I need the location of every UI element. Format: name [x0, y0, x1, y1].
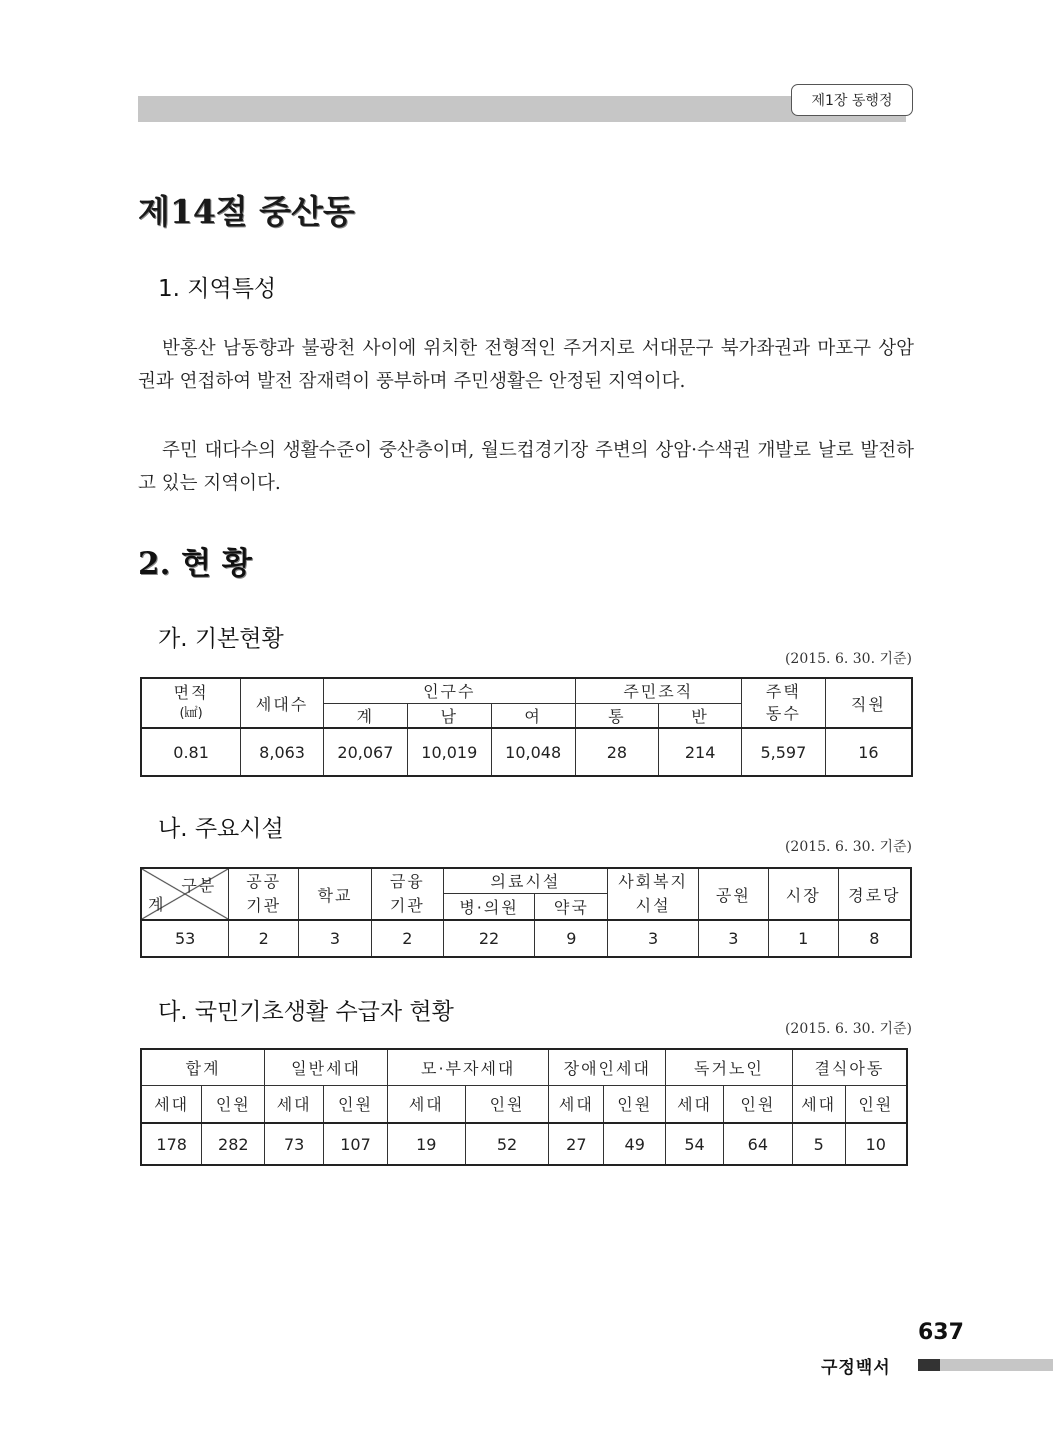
subheader-households: 세대: [549, 1085, 604, 1123]
facilities-date-note: (2015. 6. 30. 기준): [784, 839, 912, 855]
basic-date-note: (2015. 6. 30. 기준): [784, 651, 912, 667]
cell-school: 3: [299, 920, 372, 957]
header-resident-org: 주민조직: [575, 678, 741, 703]
header-pop-male: 남: [407, 703, 491, 728]
header-pharmacy: 약국: [535, 893, 608, 920]
cell-ban: 214: [659, 728, 742, 776]
basic-status-table: [140, 677, 913, 777]
main-facilities-table: [140, 867, 912, 958]
header-market: 시장: [768, 868, 838, 920]
header-group-child-meal: 결식아동: [792, 1049, 907, 1085]
chapter-tab: 제1장 동행정: [791, 84, 913, 116]
subheader-persons: 인원: [845, 1085, 907, 1123]
footer-bar-light: [940, 1359, 1053, 1371]
page-number: 637: [918, 1320, 964, 1345]
cell-general-households: 73: [265, 1123, 324, 1165]
header-public-institution: 공공 기관: [229, 868, 299, 920]
subheading-basic-livelihood: 다. 국민기초생활 수급자 현황: [158, 999, 454, 1025]
welfare-date-note: (2015. 6. 30. 기준): [784, 1021, 912, 1037]
cell-total-persons: 282: [202, 1123, 265, 1165]
header-division-diagonal: [141, 868, 229, 920]
page-title: 제14절 중산동: [138, 192, 355, 231]
cell-households: 8,063: [241, 728, 324, 776]
paragraph-1: 반홍산 남동향과 불광천 사이에 위치한 전형적인 주거지로 서대문구 북가좌권과 마포구 상암권과 연접하여 발전 잠재력이 풍부하며 주민생활은 안정된 지역이다.: [138, 338, 914, 392]
header-housing: 주택 동수: [741, 678, 825, 728]
cell-market: 1: [768, 920, 838, 957]
cell-pharmacy: 9: [535, 920, 608, 957]
cell-welfare: 3: [608, 920, 699, 957]
cell-elderly-households: 54: [666, 1123, 724, 1165]
cell-hospital: 22: [443, 920, 535, 957]
header-tong: 통: [575, 703, 659, 728]
cell-staff: 16: [825, 728, 912, 776]
header-population: 인구수: [323, 678, 575, 703]
header-group-elderly-alone: 독거노인: [666, 1049, 793, 1085]
cell-single-parent-persons: 52: [465, 1123, 549, 1165]
header-school: 학교: [299, 868, 372, 920]
header-group-total: 합계: [141, 1049, 265, 1085]
cell-housing: 5,597: [741, 728, 825, 776]
header-pop-female: 여: [491, 703, 575, 728]
header-ban: 반: [659, 703, 742, 728]
cell-pop-total: 20,067: [323, 728, 407, 776]
footer-bar-dark: [918, 1359, 940, 1371]
header-hospital: 병·의원: [443, 893, 535, 920]
cell-finance: 2: [371, 920, 443, 957]
section-heading-regional-characteristics: 1. 지역특성: [158, 276, 277, 302]
header-division: 구분: [181, 876, 217, 895]
cell-public: 2: [229, 920, 299, 957]
cell-general-persons: 107: [324, 1123, 388, 1165]
paragraph-2: 주민 대다수의 생활수준이 중산층이며, 월드컵경기장 주변의 상암·수색권 개발로 날로 발전하고 있는 지역이다.: [138, 440, 914, 494]
section-heading-status: 2. 현 황: [138, 546, 252, 582]
header-total: 계: [148, 895, 164, 914]
header-group-single-parent: 모·부자세대: [387, 1049, 548, 1085]
cell-tong: 28: [575, 728, 659, 776]
subheader-persons: 인원: [324, 1085, 388, 1123]
header-pop-total: 계: [323, 703, 407, 728]
cell-child-households: 5: [792, 1123, 845, 1165]
header-group-disabled: 장애인세대: [549, 1049, 666, 1085]
cell-area: 0.81: [141, 728, 241, 776]
subheader-households: 세대: [387, 1085, 465, 1123]
subheader-persons: 인원: [202, 1085, 265, 1123]
cell-pop-male: 10,019: [407, 728, 491, 776]
header-households: 세대수: [241, 678, 324, 728]
header-senior-center: 경로당: [838, 868, 911, 920]
header-staff: 직원: [825, 678, 912, 728]
subheader-households: 세대: [265, 1085, 324, 1123]
subheader-persons: 인원: [723, 1085, 792, 1123]
header-medical: 의료시설: [443, 868, 608, 893]
cell-disabled-households: 27: [549, 1123, 604, 1165]
book-title: 구정백서: [821, 1358, 891, 1378]
livelihood-recipients-table: [140, 1048, 908, 1166]
header-park: 공원: [698, 868, 768, 920]
cell-elderly-persons: 64: [723, 1123, 792, 1165]
cell-senior: 8: [838, 920, 911, 957]
subheader-households: 세대: [666, 1085, 724, 1123]
subheader-households: 세대: [792, 1085, 845, 1123]
cell-park: 3: [698, 920, 768, 957]
cell-total: 53: [141, 920, 229, 957]
cell-child-persons: 10: [845, 1123, 907, 1165]
cell-total-households: 178: [141, 1123, 202, 1165]
header-area: 면적 (㎢): [141, 678, 241, 728]
subheader-persons: 인원: [604, 1085, 666, 1123]
subheading-basic-status: 가. 기본현황: [158, 626, 284, 652]
cell-pop-female: 10,048: [491, 728, 575, 776]
header-social-welfare: 사회복지 시설: [608, 868, 699, 920]
cell-single-parent-households: 19: [387, 1123, 465, 1165]
subheader-households: 세대: [141, 1085, 202, 1123]
header-group-general: 일반세대: [265, 1049, 388, 1085]
header-finance: 금융 기관: [371, 868, 443, 920]
subheading-main-facilities: 나. 주요시설: [158, 816, 284, 842]
cell-disabled-persons: 49: [604, 1123, 666, 1165]
subheader-persons: 인원: [465, 1085, 549, 1123]
